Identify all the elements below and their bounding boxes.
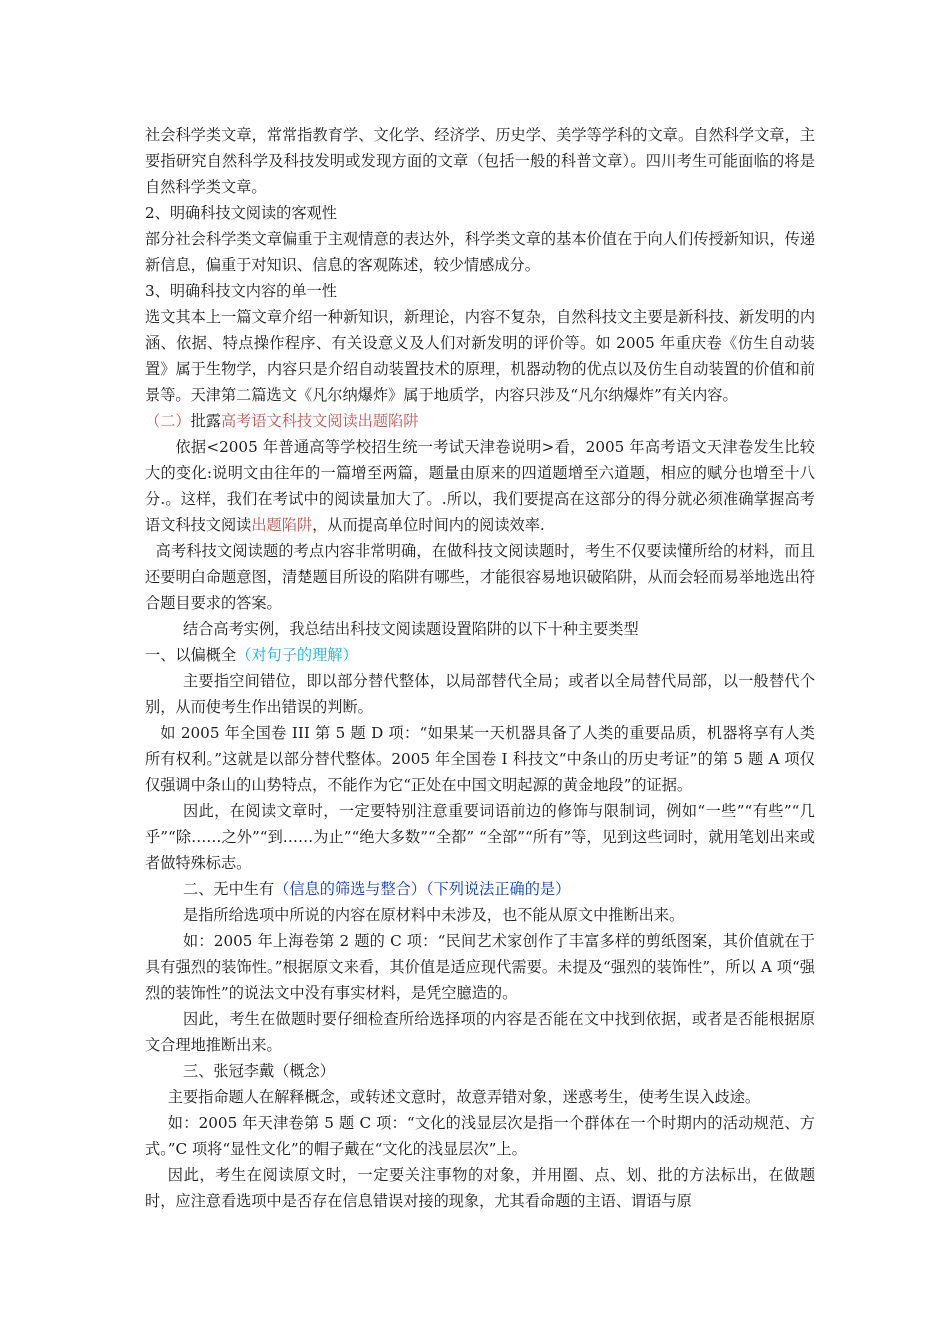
document-page xyxy=(145,122,815,1214)
trap-type-two-heading xyxy=(145,876,815,902)
paragraph-objectivity: 部分社会科学类文章偏重于主观情意的表达外，科学类文章的基本价值在于向人们传授新知识，传递新信息，偏重于对知识、信息的客观陈述，较少情感成分。 xyxy=(145,230,815,274)
paragraph-type-one-desc: 主要指空间错位，即以部分替代整体，以局部替代全局；或者以全局替代局部，以一般替代个别，从而使考生作出错误的判断。 xyxy=(145,672,815,716)
paragraph-tianjin-exam-b: ，从而提高单位时间内的阅读效率. xyxy=(312,516,545,534)
paragraph-type-one-advice: 因此，在阅读文章时，一定要特别注意重要词语前边的修饰与限制词，例如“一些”“有些”“几乎”“除……之外”“到……为止”“绝大多数”“全都” “全部”“所有”等，见到这些词时，就用笔划出来或者做特殊标志。 xyxy=(145,802,815,872)
trap-type-one-heading xyxy=(145,642,815,668)
trap-type-three-heading: 三、张冠李戴（概念） xyxy=(183,1062,335,1080)
paragraph-singularity: 选文其本上一篇文章介绍一种新知识，新理论，内容不复杂，自然科技文主要是新科技、新发明的内涵、依据、特点操作程序、有关设意义及人们对新发明的评价等。如 2005 年重庆卷《仿生自动装置》属于生物学，内容只是介绍自动装置技术的原理，机器动物的优点以及仿生自动装置的价值和前景等。天津第二篇选文《凡尔纳爆炸》属于地质学，内容只涉及“凡尔纳爆炸”有关内容。 xyxy=(145,308,815,404)
trap-type-two-title: 二、无中生有 xyxy=(183,880,275,898)
trap-type-two-note: （信息的筛选与整合）（下列说法正确的是） xyxy=(274,880,571,898)
section-two-link[interactable]: 高考语文科技文阅读出题陷阱 xyxy=(220,412,419,430)
paragraph-type-three-desc: 主要指命题人在解释概念，或转述文意时，故意弄错对象，迷惑考生，使考生误入歧途。 xyxy=(167,1088,761,1106)
paragraph-type-two-desc: 是指所给选项中所说的内容在原材料中未涉及，也不能从原文中推断出来。 xyxy=(183,906,685,924)
paragraph-type-three-advice: 因此，考生在阅读原文时，一定要关注事物的对象，并用圈、点、划、批的方法标出，在做题时，应注意看选项中是否存在信息错误对接的现象，尤其看命题的主语、谓语与原 xyxy=(145,1166,815,1210)
trap-type-one-title: 一、以偏概全 xyxy=(145,646,237,664)
heading-singularity: 3、明确科技文内容的单一性 xyxy=(145,282,337,300)
heading-objectivity: 2、明确科技文阅读的客观性 xyxy=(145,204,337,222)
paragraph-exam-points: 高考科技文阅读题的考点内容非常明确，在做科技文阅读题时，考生不仅要读懂所给的材料，而且还要明白命题意图，清楚题目所设的陷阱有哪些，才能很容易地识破陷阱，从而会轻而易举地选出符合题目要求的答案。 xyxy=(145,542,815,612)
trap-link[interactable]: 出题陷阱 xyxy=(251,516,313,534)
paragraph-tianjin-exam xyxy=(145,434,815,538)
paragraph-type-two-advice: 因此，考生在做题时要仔细检查所给选择项的内容是否能在文中找到依据，或者是否能根据原文合理地推断出来。 xyxy=(145,1010,815,1054)
paragraph-tianjin-exam-a: 依据<2005 年普通高等学校招生统一考试天津卷说明>看，2005 年高考语文天津卷发生比较大的变化:说明文由往年的一篇增至两篇，题量由原来的四道题增至六道题，相应的赋分也增至十八分.。这样，我们在考试中的阅读量加大了。.所以，我们要提高在这部分的得分就必须准确掌握高考语文科技文阅读 xyxy=(145,438,815,534)
paragraph-type-two-example: 如：2005 年上海卷第 2 题的 C 项：“民间艺术家创作了丰富多样的剪纸图案，其价值就在于具有强烈的装饰性。”根据原文来看，其价值是适应现代需要。未提及“强烈的装饰性”，所以 A 项“强烈的装饰性”的说法文中没有事实材料，是凭空臆造的。 xyxy=(145,932,815,1002)
section-two-verb: 批露 xyxy=(190,412,221,430)
paragraph-type-three-example: 如：2005 年天津卷第 5 题 C 项：“文化的浅显层次是指一个群体在一个时期内的活动规范、方式。”C 项将“显性文化”的帽子戴在“文化的浅显层次”上。 xyxy=(145,1114,815,1158)
paragraph-summary-intro: 结合高考实例，我总结出科技文阅读题设置陷阱的以下十种主要类型 xyxy=(183,620,639,638)
section-two-heading xyxy=(145,408,815,434)
paragraph-type-one-example: 如 2005 年全国卷 III 第 5 题 D 项：“如果某一天机器具备了人类的重要品质，机器将享有人类所有权利。”这就是以部分替代整体。2005 年全国卷 I 科技文“中条山的历史考证”的第 5 题 A 项仅仅强调中条山的山势特点，不能作为它“正处在中国文明起源的黄金地段”的证据。 xyxy=(145,724,815,794)
trap-type-one-note: （对句子的理解） xyxy=(236,646,358,664)
section-two-prefix: （二） xyxy=(145,412,191,430)
paragraph-social-science: 社会科学类文章，常常指教育学、文化学、经济学、历史学、美学等学科的文章。自然科学文章，主要指研究自然科学及科技发明或发现方面的文章（包括一般的科普文章）。四川考生可能面临的将是自然科学类文章。 xyxy=(145,126,815,196)
